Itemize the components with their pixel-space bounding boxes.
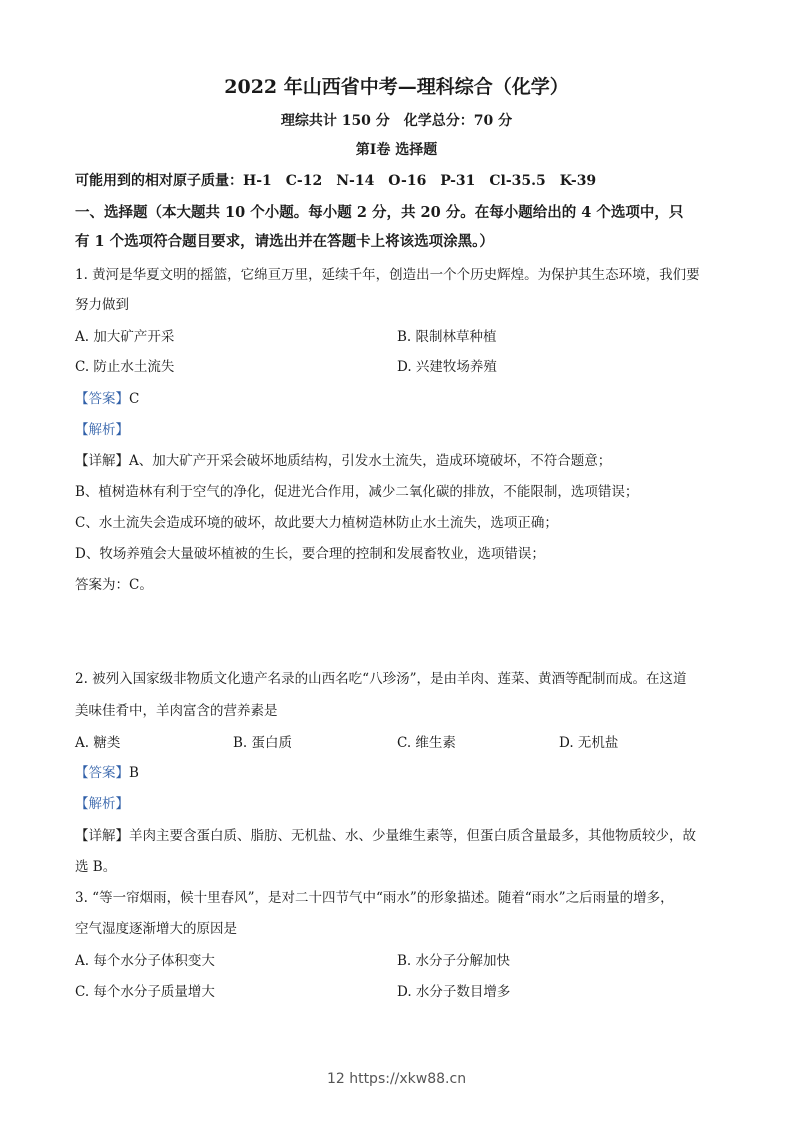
q1-detail-line-3: C、水土流失会造成环境的破坏，故此要大力植树造林防止水土流失，选项正确； bbox=[75, 515, 558, 531]
q2-option-a: A. 糖类 bbox=[75, 735, 121, 751]
q1-stem-line-2: 努力做到 bbox=[75, 297, 129, 313]
answer-tag: 【答案】 bbox=[75, 765, 129, 781]
q2-stem-line-1: 2. 被列入国家级非物质文化遗产名录的山西名吃“八珍汤”，是由羊肉、莲菜、黄酒等配制而成。在这道 bbox=[75, 671, 687, 687]
detail-text: A、加大矿产开采会破坏地质结构，引发水土流失，造成环境破坏，不符合题意； bbox=[129, 453, 612, 469]
page-title: 2022 年山西省中考—理科综合（化学） bbox=[224, 76, 569, 98]
q1-detail-line-2: B、植树造林有利于空气的净化，促进光合作用，减少二氧化碳的排放，不能限制，选项错误； bbox=[75, 484, 639, 500]
detail-text: 羊肉主要含蛋白质、脂肪、无机盐、水、少量维生素等，但蛋白质含量最多，其他物质较少，故 bbox=[129, 828, 696, 844]
score-info: 理综共计 150 分 化学总分：70 分 bbox=[280, 113, 513, 129]
q3-option-d: D. 水分子数目增多 bbox=[397, 984, 511, 1000]
q1-detail-line-1 bbox=[75, 451, 611, 471]
q2-detail-line-2: 选 B。 bbox=[75, 859, 117, 875]
instruction-line-2: 有 1 个选项符合题目要求，请选出并在答题卡上将该选项涂黑。） bbox=[75, 233, 494, 250]
detail-tag: 【详解】 bbox=[75, 828, 129, 844]
q3-stem-line-2: 空气湿度逐渐增大的原因是 bbox=[75, 921, 237, 937]
detail-tag: 【详解】 bbox=[75, 453, 129, 469]
q1-answer bbox=[75, 389, 139, 409]
q3-option-b: B. 水分子分解加快 bbox=[397, 953, 511, 969]
q3-option-a: A. 每个水分子体积变大 bbox=[75, 953, 215, 969]
q3-stem-line-1: 3. “等一帘烟雨，候十里春风”，是对二十四节气中“雨水”的形象描述。随着“雨水”之后雨量的增多， bbox=[75, 890, 674, 906]
q2-option-c: C. 维生素 bbox=[397, 735, 456, 751]
answer-value: B bbox=[129, 765, 139, 781]
q2-option-b: B. 蛋白质 bbox=[233, 735, 293, 751]
q3-option-c: C. 每个水分子质量增大 bbox=[75, 984, 215, 1000]
answer-tag: 【答案】 bbox=[75, 391, 129, 407]
q1-stem-line-1: 1. 黄河是华夏文明的摇篮，它绵亘万里，延续千年，创造出一个个历史辉煌。为保护其生态环境，我们要 bbox=[75, 267, 700, 283]
q2-stem-line-2: 美味佳肴中，羊肉富含的营养素是 bbox=[75, 703, 278, 719]
q1-analysis-tag: 【解析】 bbox=[75, 422, 129, 438]
q2-option-d: D. 无机盐 bbox=[559, 735, 619, 751]
instruction-line-1: 一、选择题（本大题共 10 个小题。每小题 2 分，共 20 分。在每小题给出的 4 个选项中，只 bbox=[75, 204, 684, 221]
q2-answer bbox=[75, 763, 139, 783]
q1-option-a: A. 加大矿产开采 bbox=[75, 329, 175, 345]
q1-detail-line-4: D、牧场养殖会大量破坏植被的生长，要合理的控制和发展畜牧业，选项错误； bbox=[75, 546, 545, 562]
answer-value: C bbox=[129, 391, 140, 407]
q1-option-b: B. 限制林草种植 bbox=[397, 329, 497, 345]
q1-option-d: D. 兴建牧场养殖 bbox=[397, 359, 497, 375]
q2-analysis-tag: 【解析】 bbox=[75, 796, 129, 812]
q1-conclusion: 答案为：C。 bbox=[75, 577, 153, 593]
section-title: 第Ⅰ卷 选择题 bbox=[355, 142, 438, 158]
atomic-masses: 可能用到的相对原子质量：H-1 C-12 N-14 O-16 P-31 Cl-35.5 K-39 bbox=[75, 173, 597, 189]
q2-detail-line-1 bbox=[75, 826, 696, 846]
page-footer: 12 https://xkw88.cn bbox=[326, 1071, 467, 1087]
q1-option-c: C. 防止水土流失 bbox=[75, 359, 175, 375]
